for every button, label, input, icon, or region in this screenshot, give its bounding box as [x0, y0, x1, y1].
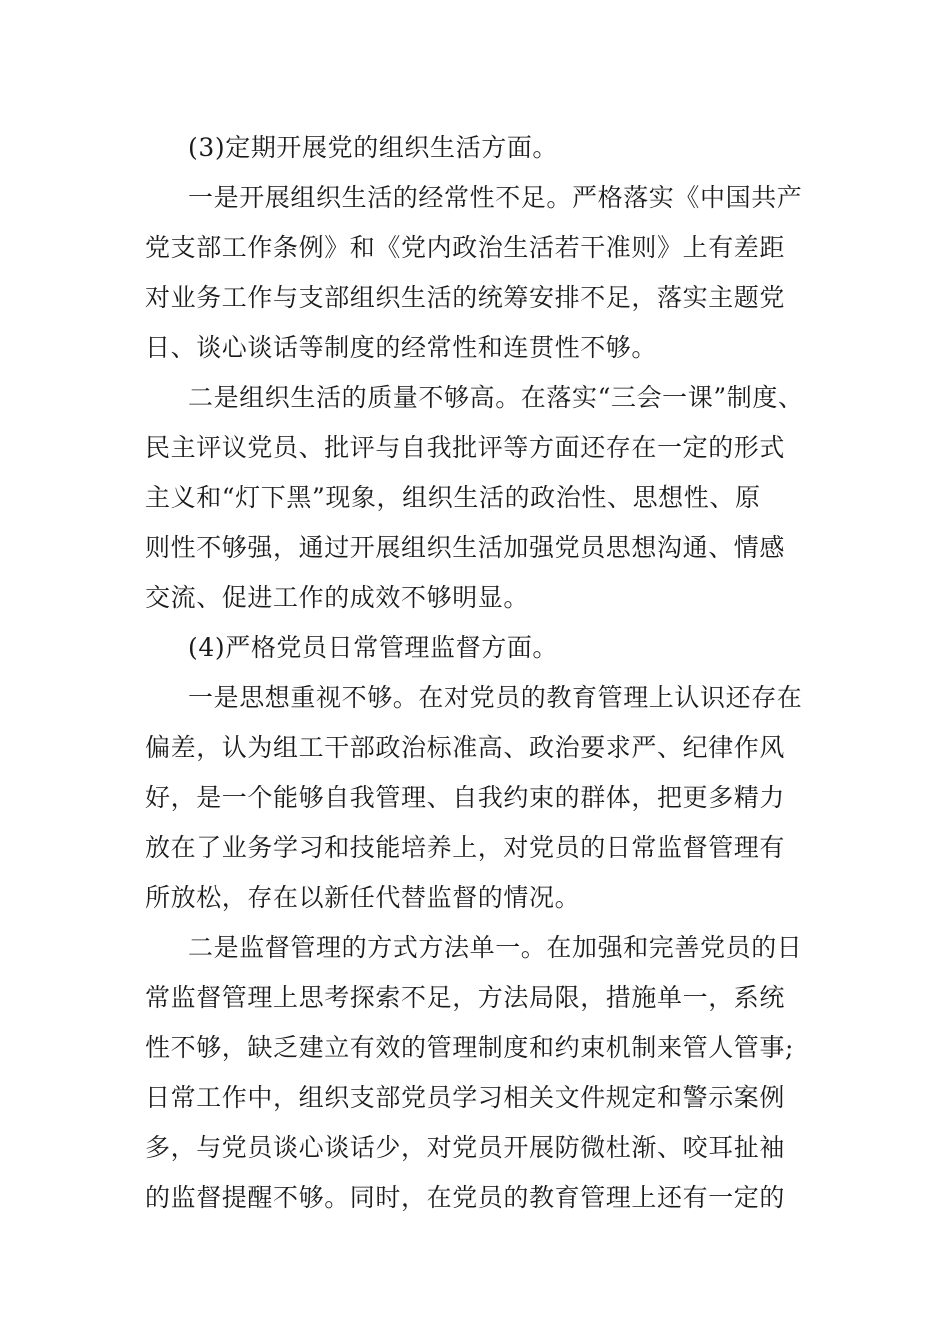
paragraph-line: 党支部工作条例》和《党内政治生活若干准则》上有差距 — [145, 233, 786, 262]
paragraph-line: 所放松，存在以新任代替监督的情况。 — [145, 883, 581, 912]
paragraph-line: 二是组织生活的质量不够高。在落实“三会一课”制度、 — [188, 383, 804, 412]
section-heading-3: (3)定期开展党的组织生活方面。 — [188, 133, 559, 162]
paragraph-line: 常监督管理上思考探索不足，方法局限，措施单一，系统 — [145, 983, 786, 1012]
paragraph-line: 则性不够强，通过开展组织生活加强党员思想沟通、情感 — [145, 533, 786, 562]
paragraph-line: 多，与党员谈心谈话少，对党员开展防微杜渐、咬耳扯袖 — [145, 1133, 786, 1162]
paragraph-line: 放在了业务学习和技能培养上，对党员的日常监督管理有 — [145, 833, 786, 862]
paragraph-line: 性不够，缺乏建立有效的管理制度和约束机制来管人管事; — [145, 1033, 795, 1062]
paragraph-line: 民主评议党员、批评与自我批评等方面还存在一定的形式 — [145, 433, 786, 462]
paragraph-line: 偏差，认为组工干部政治标准高、政治要求严、纪律作风 — [145, 733, 786, 762]
paragraph-line: 的监督提醒不够。同时，在党员的教育管理上还有一定的 — [145, 1183, 786, 1212]
paragraph-line: 日、谈心谈话等制度的经常性和连贯性不够。 — [145, 333, 658, 362]
paragraph-line: 对业务工作与支部组织生活的统筹安排不足，落实主题党 — [145, 283, 786, 312]
paragraph-line: 交流、促进工作的成效不够明显。 — [145, 583, 530, 612]
paragraph-line: 一是开展组织生活的经常性不足。严格落实《中国共产 — [188, 183, 803, 212]
paragraph-line: 主义和“灯下黑”现象，组织生活的政治性、思想性、原 — [145, 483, 761, 512]
paragraph-line: 日常工作中，组织支部党员学习相关文件规定和警示案例 — [145, 1083, 786, 1112]
paragraph-line: 一是思想重视不够。在对党员的教育管理上认识还存在 — [188, 683, 803, 712]
paragraph-line: 好，是一个能够自我管理、自我约束的群体，把更多精力 — [145, 783, 786, 812]
paragraph-line: 二是监督管理的方式方法单一。在加强和完善党员的日 — [188, 933, 803, 962]
section-heading-4: (4)严格党员日常管理监督方面。 — [188, 633, 559, 662]
